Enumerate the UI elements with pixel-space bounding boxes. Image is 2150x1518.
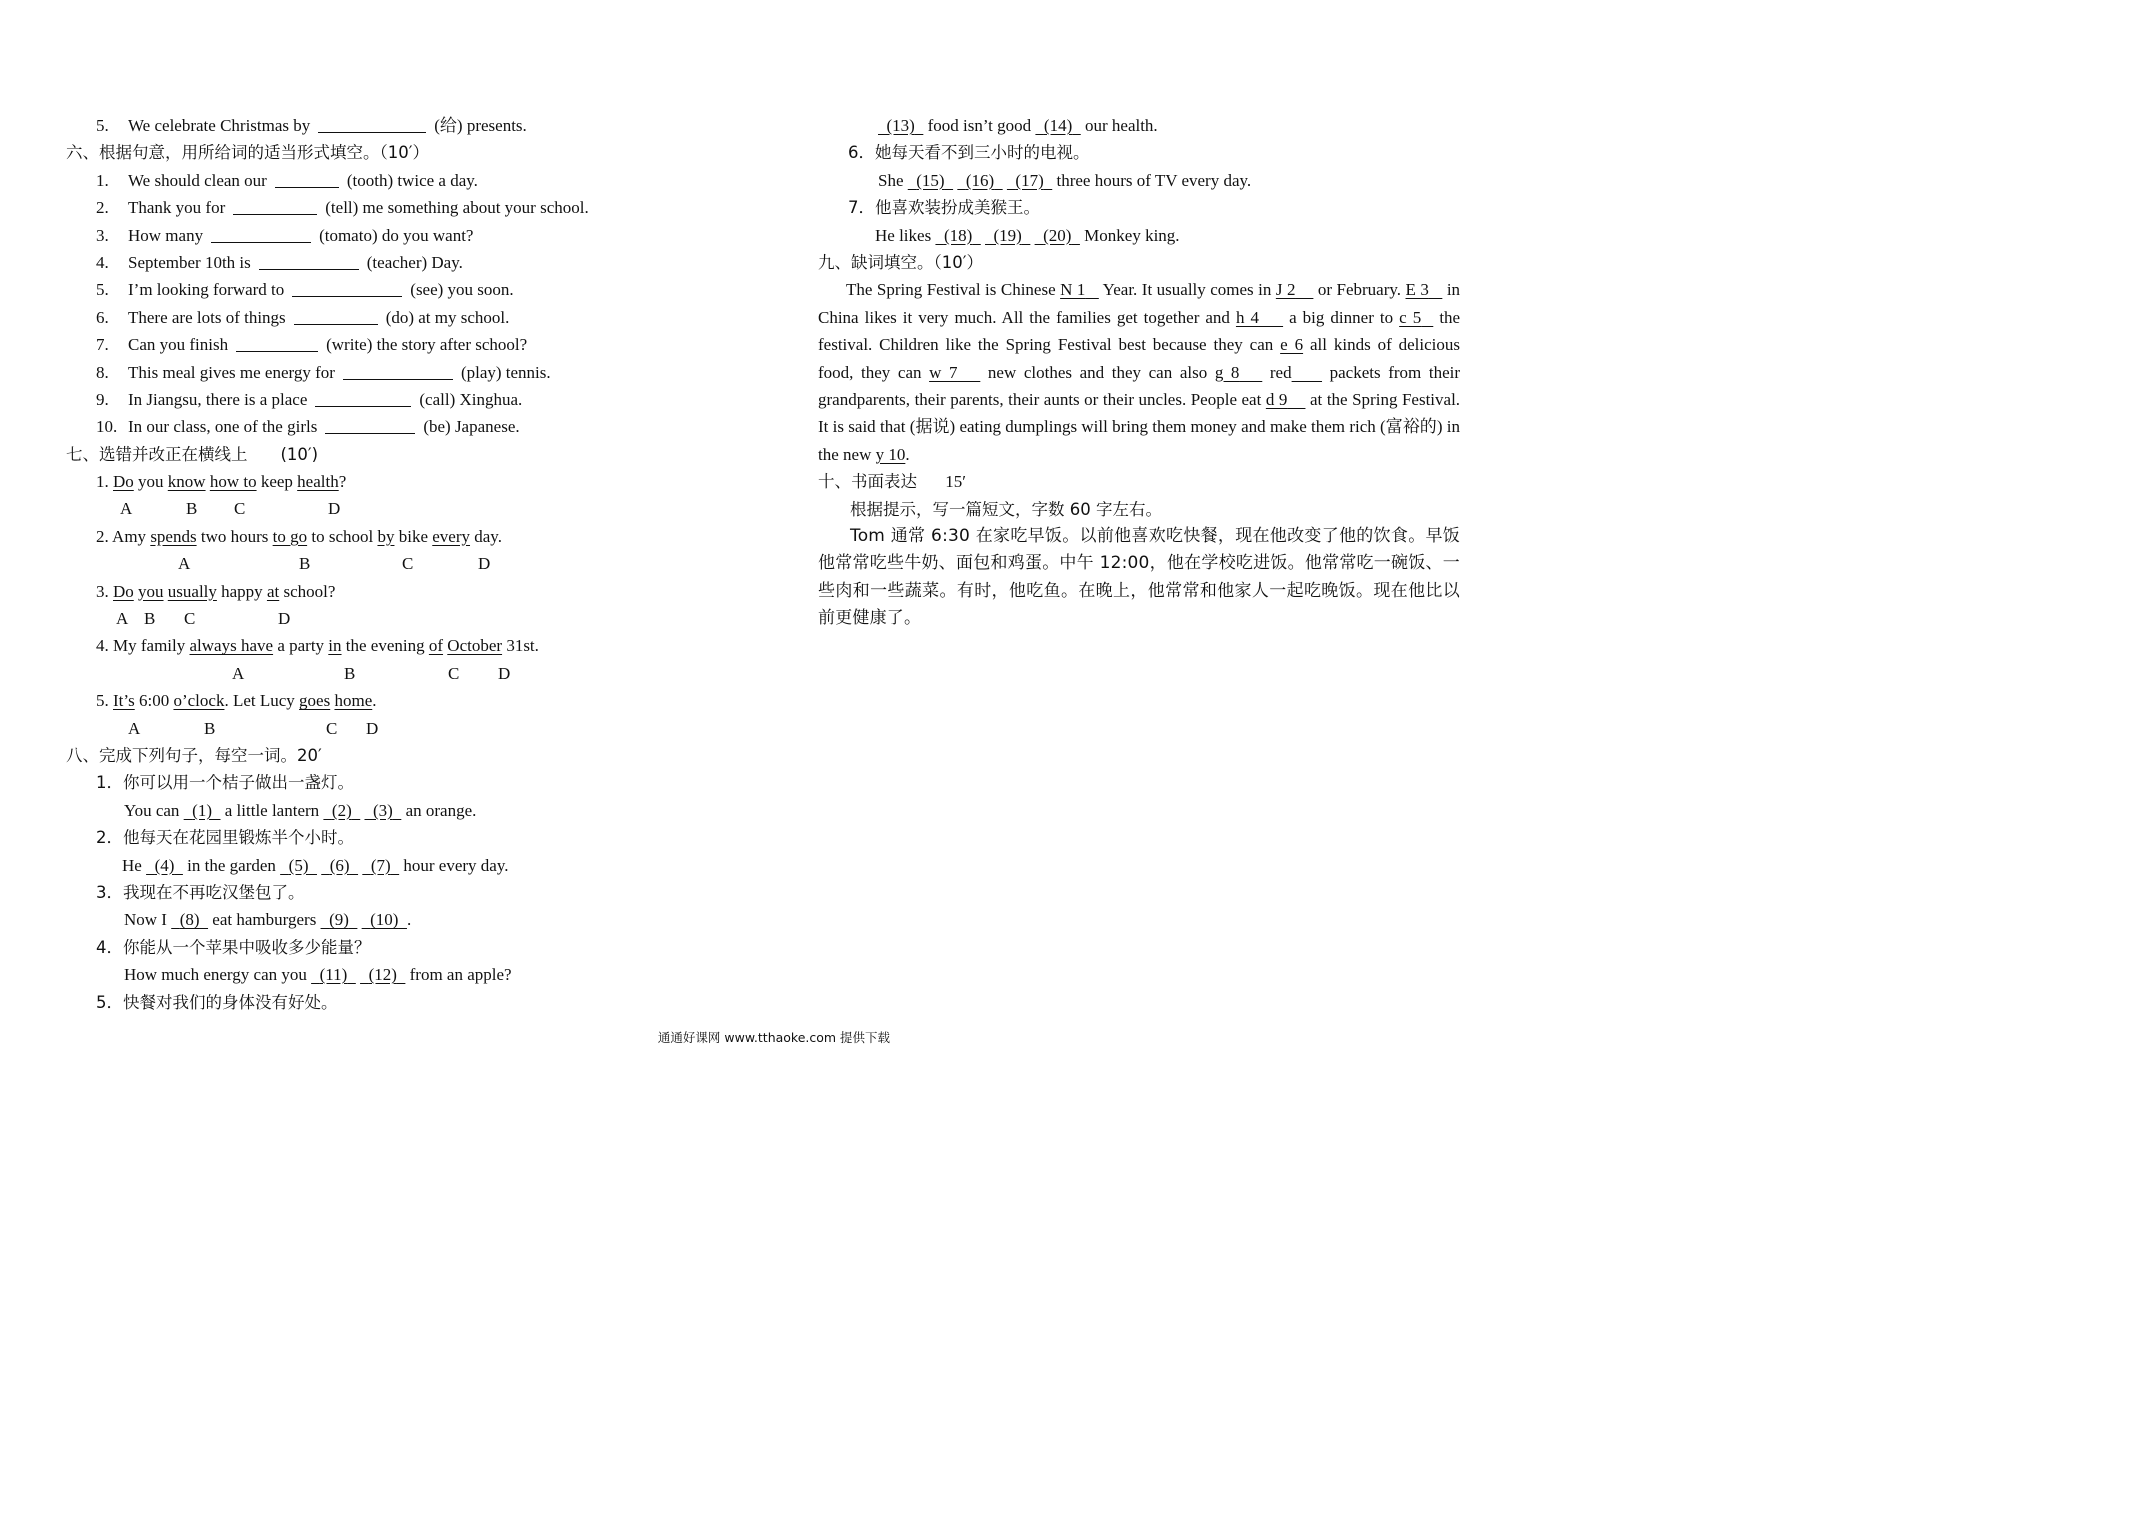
item-6-chinese: 6．她每天看不到三小时的电视。	[848, 143, 1090, 163]
answer-blank[interactable]	[318, 114, 426, 133]
item-text: We should clean our	[128, 170, 267, 190]
footer-credit: 通通好课网 www.tthaoke.com 提供下载	[657, 1030, 891, 1045]
letter-b: B	[299, 554, 311, 574]
q-text: school?	[283, 581, 336, 601]
cloze-gap-7[interactable]	[929, 363, 980, 382]
item-number: 10.	[96, 417, 118, 437]
option-c-text: of	[428, 636, 444, 656]
cloze-gap-extra[interactable]	[1292, 363, 1322, 382]
answer-blank[interactable]	[236, 333, 318, 352]
q-text: day.	[474, 526, 502, 546]
gap-label: (4)	[154, 855, 175, 875]
numbered-gap[interactable]	[985, 226, 1030, 245]
passage-text: in China likes it very much. All the families get together and	[818, 280, 1461, 327]
cloze-passage	[818, 276, 1460, 468]
gap-label: (6)	[329, 855, 350, 875]
letter-a: A	[178, 554, 191, 574]
error-question-4	[66, 632, 766, 659]
letter-a: A	[128, 718, 141, 738]
option-letters-2	[66, 550, 766, 577]
item-text: September 10th is	[128, 252, 251, 272]
error-question-3	[66, 578, 766, 605]
option-letters-1	[66, 495, 766, 522]
gap-label: h 4	[1235, 307, 1259, 327]
sentence-text: eat hamburgers	[212, 910, 317, 930]
sentence-text: He	[122, 855, 142, 875]
gap-label: (7)	[370, 855, 391, 875]
sentence-text: .	[406, 910, 412, 930]
sentence-text: hour every day.	[403, 855, 509, 875]
numbered-gap[interactable]	[935, 226, 980, 245]
passage-text: the festival. Children like the Spring Festival best because they can	[818, 307, 1461, 355]
sentence-text: a little lantern	[224, 800, 320, 820]
item-text: (be) Japanese.	[423, 417, 520, 437]
passage-text: or February.	[1317, 280, 1402, 300]
cloze-gap-4[interactable]	[1236, 308, 1283, 327]
letter-d: D	[478, 554, 491, 574]
item-text: (play) tennis.	[460, 362, 551, 382]
q-text: keep	[260, 472, 293, 492]
cloze-gap-8[interactable]	[1215, 363, 1262, 382]
translation-english	[66, 797, 766, 824]
sentence-text: food isn’t good	[927, 116, 1032, 135]
item-text: (tooth) twice a day.	[346, 170, 478, 190]
answer-blank[interactable]	[294, 306, 378, 325]
gap-label: (8)	[179, 910, 200, 930]
letter-d: D	[498, 663, 511, 683]
q-text: to school	[311, 526, 374, 546]
passage-text: new clothes and they can also	[987, 362, 1208, 382]
option-b-text: know	[167, 472, 206, 492]
answer-blank[interactable]	[211, 224, 311, 243]
item-text: Thank you for	[128, 198, 226, 218]
letter-d: D	[328, 499, 341, 519]
answer-blank[interactable]	[343, 361, 453, 380]
option-a-text: spends	[150, 526, 197, 546]
letter-b: B	[204, 718, 216, 738]
cloze-gap-10[interactable]	[876, 445, 906, 464]
section-8-title: 八、完成下列句子，每空一词。20′	[66, 745, 322, 765]
option-b-text: o’clock	[173, 691, 225, 711]
answer-blank[interactable]	[259, 251, 359, 270]
gap-label: (2)	[331, 800, 352, 820]
option-d-text: October	[447, 636, 503, 656]
letter-c: C	[448, 663, 460, 683]
option-a-text: always have	[189, 636, 274, 656]
item-text: This meal gives me energy for	[128, 362, 335, 382]
q-text: ?	[338, 472, 347, 492]
fill-item	[66, 249, 766, 276]
translation-chinese: 2．他每天在花园里锻炼半个小时。	[96, 828, 354, 848]
letter-c: C	[402, 554, 414, 574]
passage-text: The Spring Festival is Chinese	[846, 280, 1056, 300]
option-c-text: by	[377, 526, 395, 546]
sentence-text: Now I	[124, 910, 167, 930]
numbered-gap[interactable]	[362, 910, 407, 929]
gap-label: y 10	[875, 444, 906, 464]
numbered-gap[interactable]	[184, 801, 221, 820]
gap-label: (20)	[1043, 225, 1072, 245]
passage-text: make them rich (富裕的) in the new	[818, 417, 1461, 464]
numbered-gap[interactable]	[1035, 116, 1080, 135]
gap-label: J 2	[1275, 280, 1296, 300]
error-question-5	[66, 687, 766, 714]
option-b-text: to go	[272, 526, 308, 546]
fill-item	[66, 359, 766, 386]
fill-item	[66, 276, 766, 303]
error-question-1	[66, 468, 766, 495]
gap-label: (5)	[288, 855, 309, 875]
gap-label: (15)	[916, 170, 945, 190]
fill-item	[66, 167, 766, 194]
item-number: 4.	[96, 252, 109, 272]
option-d-text: home	[334, 691, 373, 711]
numbered-gap[interactable]	[1035, 226, 1080, 245]
left-column	[66, 112, 766, 1016]
section-7-title: 七、选错并改正在横线上 (10′)	[66, 444, 319, 464]
letter-c: C	[234, 499, 246, 519]
numbered-gap[interactable]	[146, 856, 183, 875]
gap-label: (17)	[1015, 170, 1044, 190]
q-text: you	[138, 472, 164, 492]
sentence-text: You can	[124, 800, 180, 820]
gap-label: (12)	[368, 965, 397, 985]
option-b-text: you	[138, 581, 164, 601]
right-column	[818, 112, 1460, 633]
fill-item	[66, 304, 766, 331]
numbered-gap[interactable]	[321, 910, 358, 929]
item-text: (do) at my school.	[385, 307, 510, 327]
gap-label: E 3	[1405, 280, 1429, 300]
item-text: (tell) me something about your school.	[325, 198, 589, 218]
q-text: bike	[398, 526, 428, 546]
answer-blank[interactable]	[325, 415, 415, 434]
item-number: 5.	[96, 280, 109, 300]
gap-label: g 8	[1214, 362, 1240, 382]
numbered-gap[interactable]	[323, 801, 360, 820]
gap-label: (16)	[965, 170, 995, 190]
item-7-english	[818, 222, 1460, 249]
item-number: 6.	[96, 307, 109, 327]
cloze-gap-3[interactable]	[1406, 280, 1443, 299]
item-5-english	[818, 112, 1460, 139]
cloze-gap-5[interactable]	[1399, 308, 1433, 327]
item-text: (teacher) Day.	[366, 252, 463, 272]
sentence-text: She	[878, 170, 904, 190]
letter-a: A	[120, 499, 133, 519]
fill-item	[66, 413, 766, 440]
option-b-text: in	[328, 636, 342, 656]
q-text: two hours	[200, 526, 269, 546]
item-text: (给) presents.	[434, 116, 527, 135]
fill-item	[66, 194, 766, 221]
q-number: 3.	[96, 581, 109, 601]
sentence-text: our health.	[1084, 116, 1158, 135]
item-text: (see) you soon.	[410, 280, 514, 300]
answer-blank[interactable]	[275, 169, 339, 188]
option-d-text: at	[266, 581, 280, 601]
item-text: (write) the story after school?	[326, 335, 528, 355]
gap-label: (13)	[886, 116, 915, 135]
letter-c: C	[184, 609, 196, 629]
q-number: 5.	[96, 691, 109, 711]
fill-item	[66, 331, 766, 358]
passage-text: of delicious food, they can	[818, 335, 1461, 382]
passage-text: from their grandparents, their parents, their aunts or their uncles. People eat	[818, 362, 1461, 409]
carry-item	[66, 112, 766, 139]
passage-text: .	[905, 444, 910, 464]
cloze-gap-2[interactable]	[1276, 280, 1314, 299]
writing-body: Tom 通常 6:30 在家吃早饭。以前他喜欢吃快餐，现在他改变了他的饮食。早饭他常常吃些牛奶、面包和鸡蛋。中午 12:00，他在学校吃进饭。他常常吃一碗饭、一些肉和一些蔬菜。有时，他吃鱼。在晚上，他常常和他家人一起吃晚饭。现在他比以前更健康了。	[818, 525, 1460, 629]
option-d-text: every	[432, 526, 471, 546]
section-8-list	[66, 769, 766, 1016]
q-text: 6:00	[138, 691, 170, 711]
passage-text: red	[1269, 362, 1292, 382]
cloze-gap-1[interactable]	[1060, 280, 1099, 299]
item-number: 8.	[96, 362, 109, 382]
writing-prompt: 根据提示，写一篇短文，字数 60 字左右。	[850, 499, 1162, 519]
passage-text: all kinds	[1309, 335, 1371, 355]
item-text: In Jiangsu, there is a place	[128, 389, 308, 409]
numbered-gap[interactable]	[362, 856, 399, 875]
translation-chinese: 4．你能从一个苹果中吸收多少能量？	[96, 937, 371, 957]
item-number: 7.	[96, 335, 109, 355]
option-a-text: Do	[113, 581, 134, 601]
sentence-text: Monkey king.	[1084, 225, 1180, 245]
gap-label: (18)	[943, 225, 973, 245]
item-7-chinese: 7．他喜欢装扮成美猴王。	[848, 198, 1040, 218]
q-text: happy	[221, 581, 263, 601]
option-c-text: how to	[209, 472, 257, 492]
option-a-text: Do	[113, 472, 134, 492]
gap-label: (9)	[329, 910, 349, 930]
gap-label: (11)	[319, 965, 348, 985]
passage-text: to	[1379, 307, 1394, 327]
q-text: 31st.	[506, 636, 539, 656]
item-number: 9.	[96, 389, 109, 409]
q-text: the evening	[345, 636, 425, 656]
q-text: a party	[277, 636, 325, 656]
gap-label: (19)	[993, 225, 1022, 245]
gap-label: (1)	[192, 800, 212, 820]
gap-label: c 5	[1399, 307, 1422, 327]
fill-item	[66, 386, 766, 413]
sentence-text: How much energy can you	[124, 965, 307, 985]
gap-label: (10)	[370, 910, 399, 930]
option-letters-3	[66, 605, 766, 632]
translation-english	[66, 852, 766, 879]
section-10-score: 15′	[945, 472, 966, 492]
item-text: (call) Xinghua.	[419, 389, 523, 409]
item-number: 1.	[96, 170, 109, 190]
gap-label: N 1	[1060, 280, 1086, 300]
passage-text: at	[1310, 389, 1323, 409]
answer-blank[interactable]	[292, 278, 402, 297]
item-text: Can you finish	[128, 335, 229, 355]
item-text: (tomato) do you want?	[319, 225, 474, 245]
answer-blank[interactable]	[233, 196, 317, 215]
numbered-gap[interactable]	[280, 856, 317, 875]
numbered-gap[interactable]	[957, 171, 1002, 190]
passage-text: Year. It usually comes in	[1102, 280, 1272, 300]
item-6-english	[818, 167, 1460, 194]
q-text: 4. My family	[96, 636, 186, 656]
answer-blank[interactable]	[315, 388, 411, 407]
sentence-text: He likes	[875, 225, 932, 245]
numbered-gap[interactable]	[171, 910, 208, 929]
q-text: . Let Lucy	[224, 691, 295, 711]
letter-b: B	[186, 499, 198, 519]
numbered-gap[interactable]	[908, 171, 953, 190]
item-text: We celebrate Christmas by	[128, 116, 311, 135]
letter-c: C	[326, 718, 338, 738]
letter-b: B	[144, 609, 156, 629]
numbered-gap[interactable]	[311, 965, 356, 984]
letter-a: A	[232, 663, 245, 683]
letter-d: D	[366, 718, 379, 738]
option-letters-4	[66, 660, 766, 687]
numbered-gap[interactable]	[878, 116, 923, 135]
sentence-text: three hours of TV every day.	[1056, 170, 1252, 190]
gap-label: (3)	[372, 800, 393, 820]
q-text: 2. Amy	[96, 526, 147, 546]
item-text: In our class, one of the girls	[128, 417, 318, 437]
translation-english	[66, 906, 766, 933]
numbered-gap[interactable]	[321, 856, 358, 875]
gap-label: w 7	[929, 362, 958, 382]
section-6-title: 六、根据句意，用所给词的适当形式填空。（10′）	[66, 143, 429, 163]
section-9-title: 九、缺词填空。（10′）	[818, 252, 983, 272]
translation-chinese: 5．快餐对我们的身体没有好处。	[96, 992, 338, 1012]
translation-chinese: 1．你可以用一个桔子做出一盏灯。	[96, 773, 354, 793]
gap-label: d 9	[1265, 389, 1288, 409]
item-text: How many	[128, 225, 204, 245]
item-text: I’m looking forward to	[128, 280, 285, 300]
passage-text: the Spring Festival. It is said that (据说) eating dumplings will bring them money and	[818, 389, 1461, 437]
error-question-2	[66, 523, 766, 550]
letter-a: A	[116, 609, 129, 629]
q-text: .	[372, 691, 377, 711]
sentence-text: an orange.	[405, 800, 477, 820]
option-letters-5	[66, 715, 766, 742]
item-number: 5.	[96, 116, 109, 135]
item-number: 3.	[96, 225, 109, 245]
gap-label: (14)	[1043, 116, 1073, 135]
sentence-text: in the garden	[187, 855, 276, 875]
option-c-text: goes	[299, 691, 331, 711]
option-d-text: health	[297, 472, 339, 492]
cloze-gap-9[interactable]	[1266, 390, 1306, 409]
cloze-gap-6[interactable]	[1280, 335, 1303, 354]
numbered-gap[interactable]	[360, 965, 405, 984]
section-6-list	[66, 167, 766, 441]
translation-chinese: 3．我现在不再吃汉堡包了。	[96, 882, 305, 902]
item-text: There are lots of things	[128, 307, 286, 327]
gap-label: e 6	[1280, 335, 1304, 355]
q-number: 1.	[96, 472, 109, 492]
fill-item	[66, 222, 766, 249]
option-a-text: It’s	[113, 691, 135, 711]
item-number: 2.	[96, 198, 109, 218]
letter-d: D	[278, 609, 291, 629]
numbered-gap[interactable]	[1007, 171, 1052, 190]
numbered-gap[interactable]	[364, 801, 401, 820]
passage-text: packets	[1329, 362, 1381, 382]
section-10-title: 十、书面表达	[818, 472, 917, 492]
translation-english	[66, 961, 766, 988]
letter-b: B	[344, 663, 356, 683]
passage-text: a big dinner	[1289, 307, 1374, 327]
option-c-text: usually	[167, 581, 217, 601]
sentence-text: from an apple?	[409, 965, 512, 985]
section-10-title-row	[818, 468, 1460, 495]
